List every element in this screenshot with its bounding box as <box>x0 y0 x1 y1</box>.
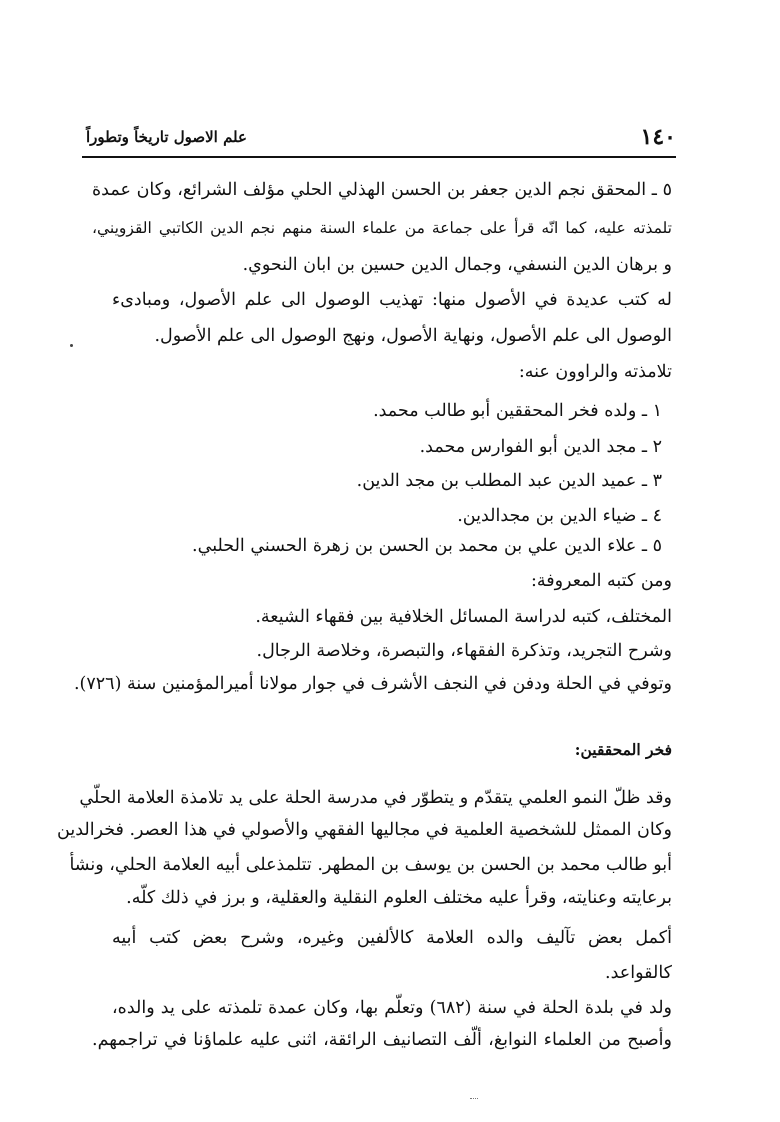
text-line: و برهان الدين النسفي، وجمال الدين حسين بن ابان النحوي. <box>242 255 672 275</box>
text-line: برعايته وعنايته، وقرأ عليه مختلف العلوم النقلية والعقلية، و برز في ذلك كلّه. <box>126 888 672 908</box>
list-item: ٣ ـ عميد الدين عبد المطلب بن مجد الدين. <box>356 471 662 491</box>
list-item: ١ ـ ولده فخر المحققين أبو طالب محمد. <box>373 401 662 421</box>
text-line: وقد ظلّ النمو العلمي يتقدّم و يتطوّر في مدرسة الحلة على يد تلامذة العلامة الحلّي <box>79 788 672 808</box>
text-line: ولد في بلدة الحلة في سنة (٦٨٢) وتعلّم بها، وكان عمدة تلمذته على يد والده، <box>112 998 672 1018</box>
header-rule <box>82 156 676 158</box>
text-line: تلامذته والراوون عنه: <box>518 362 672 382</box>
stray-mark <box>70 344 73 347</box>
text-line: ومن كتبه المعروفة: <box>530 571 672 591</box>
page-header <box>82 124 676 156</box>
text-line: ٥ ـ المحقق نجم الدين جعفر بن الحسن الهذلي الحلي مؤلف الشرائع، وكان عمدة <box>92 180 672 200</box>
text-line: أبو طالب محمد بن الحسن بن يوسف بن المطهر. تتلمذعلى أبيه العلامة الحلي، ونشأ <box>69 855 672 875</box>
text-line: المختلف، كتبه لدراسة المسائل الخلافية بين فقهاء الشيعة. <box>255 607 672 627</box>
text-line: أكمل بعض تآليف والده العلامة كالألفين وغيره، وشرح بعض كتب أبيه <box>112 928 672 948</box>
text-line: له كتب عديدة في الأصول منها: تهذيب الوصول الى علم الأصول، ومبادىء <box>112 290 672 310</box>
text-line: وأصبح من العلماء النوابغ، ألّف التصانيف الرائقة، اثنى عليه علماؤنا في تراجمهم. <box>92 1030 672 1050</box>
text-line: كالقواعد. <box>605 963 672 983</box>
page-number: ١٤٠ <box>640 124 676 150</box>
list-item: ٤ ـ ضياء الدين بن مجدالدين. <box>457 506 662 526</box>
text-line: الوصول الى علم الأصول، ونهاية الأصول، ونهج الوصول الى علم الأصول. <box>154 326 672 346</box>
text-line: وتوفي في الحلة ودفن في النجف الأشرف في جوار مولانا أميرالمؤمنين سنة (٧٢٦). <box>73 674 672 694</box>
list-item: ٢ ـ مجد الدين أبو الفوارس محمد. <box>419 437 662 457</box>
running-title: علم الاصول تاريخاً وتطوراً <box>86 128 247 146</box>
list-item: ٥ ـ علاء الدين علي بن محمد بن الحسن بن زهرة الحسني الحلبي. <box>192 536 662 556</box>
text-line: تلمذته عليه، كما انّه قرأ على جماعة من علماء السنة منهم نجم الدين الكاتبي القزويني، <box>92 219 672 237</box>
text-line: وشرح التجريد، وتذكرة الفقهاء، والتبصرة، وخلاصة الرجال. <box>256 641 672 661</box>
footer-mark <box>470 1098 478 1101</box>
section-heading: فخر المحققين: <box>574 740 672 759</box>
text-line: وكان الممثل للشخصية العلمية في مجاليها الفقهي والأصولي في هذا العصر. فخرالدين <box>57 820 672 840</box>
